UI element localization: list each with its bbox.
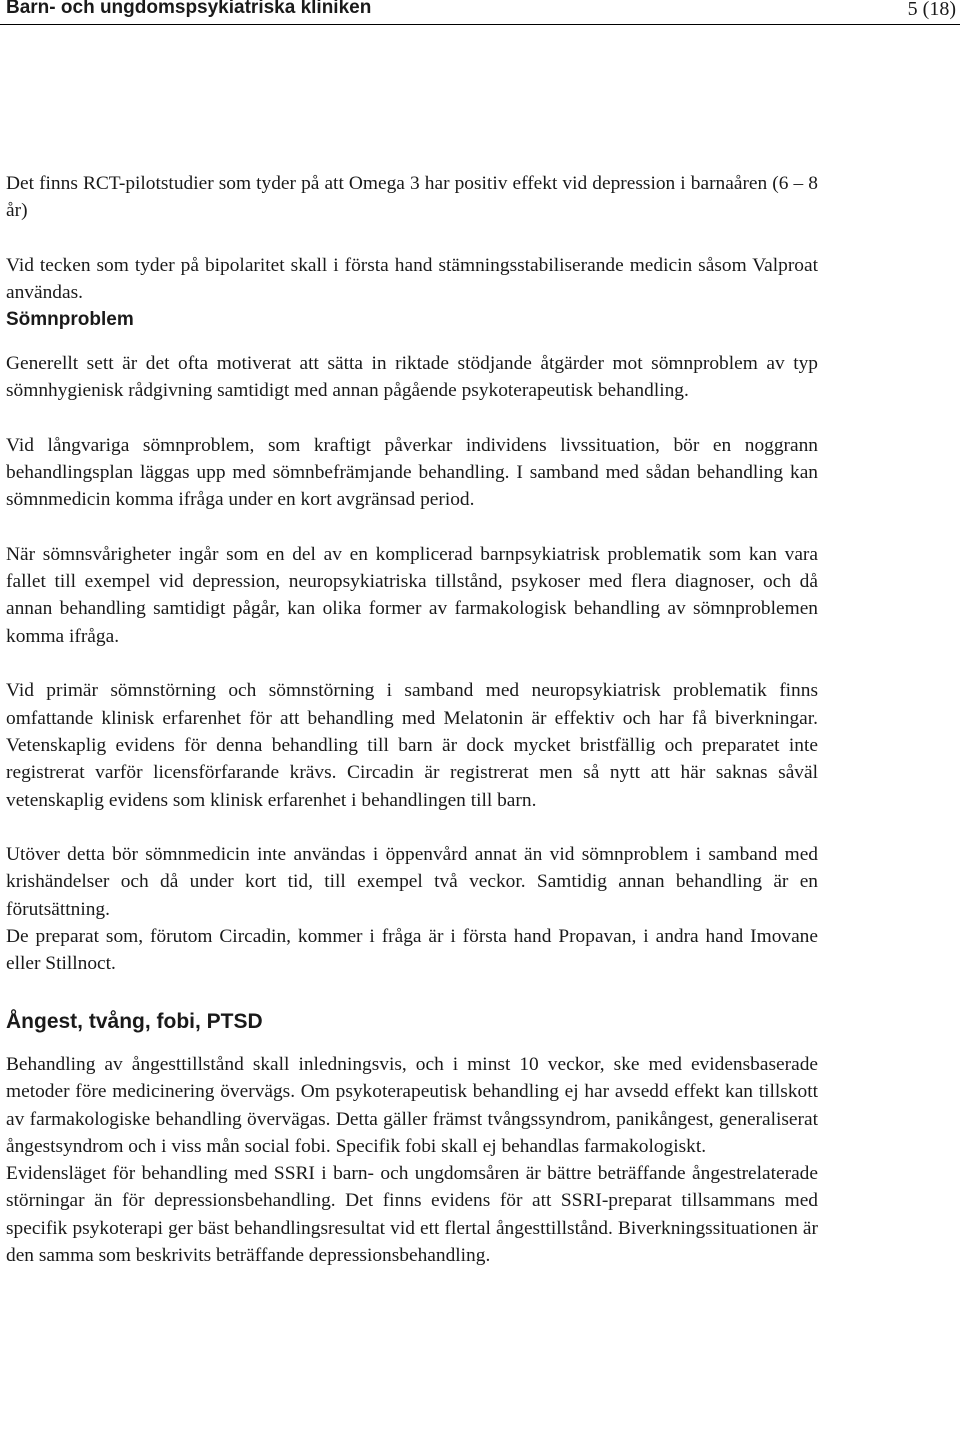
paragraph-somn-oppenvard: Utöver detta bör sömnmedicin inte användas i öppenvård annat än vid sömnproblem i samband med krishändelser och då under kort tid, till exempel två veckor. Samtidig annan behandling är en förutsättning. <box>6 844 818 920</box>
paragraph-angest-behandling: Behandling av ångesttillstånd skall inledningsvis, och i minst 10 veckor, ske med evidensbaserade metoder före medicinering övervägs. Om psykoterapeutisk behandling ej har avsedd effekt kan tillskott av farmakologiske behandling övervägas. Detta gäller främst tvångssyndrom, panikångest, generaliserat ångestsyndrom och i viss mån social fobi. Specifik fobi skall ej behandlas farmakologiskt. <box>6 1053 818 1157</box>
paragraph-somn-preparat: De preparat som, förutom Circadin, kommer i fråga är i första hand Propavan, i andra hand Imovane eller Stillnoct. <box>6 926 818 975</box>
paragraph-somn-melatonin: Vid primär sömnstörning och sömnstörning i samband med neuropsykiatrisk problematik finns omfattande klinisk erfarenhet för att behandling med Melatonin är effektiv och har få biverkningar. Vetenskaplig evidens för denna behandling till barn är dock mycket bristfällig och preparatet inte registrerat varför licensförfarande krävs. Circadin är registrerat men så nytt att här saknas såväl vetenskaplig evidens som klinisk erfarenhet i behandlingen till barn. <box>6 680 818 811</box>
document-body <box>6 170 818 1269</box>
page-number: 5 (18) <box>907 0 956 20</box>
paragraph-somn-generellt: Generellt sett är det ofta motiverat att sätta in riktade stödjande åtgärder mot sömnproblem av typ sömnhygienisk rådgivning samtidigt med annan pågående psykoterapeutisk behandling. <box>6 352 818 402</box>
heading-somnproblem: Sömnproblem <box>6 309 134 331</box>
paragraph-bipolaritet: Vid tecken som tyder på bipolaritet skall i första hand stämningsstabiliserande medicin såsom Valproat användas. <box>6 254 818 304</box>
paragraph-omega3: Det finns RCT-pilotstudier som tyder på att Omega 3 har positiv effekt vid depression i barnaåren (6 – 8 år) <box>6 173 818 222</box>
paragraph-somn-komplicerad: När sömnsvårigheter ingår som en del av en komplicerad barnpsykiatrisk problematik som kan vara fallet till exempel vid depression, neuropsykiatriska tillstånd, psykoser med flera diagnoser, och då annan behandling samtidigt pågår, kan olika former av farmakologisk behandling av sömnproblemen komma ifråga. <box>6 543 818 647</box>
header-title: Barn- och ungdomspsykiatriska kliniken <box>6 0 372 18</box>
heading-angest: Ångest, tvång, fobi, PTSD <box>6 1009 263 1033</box>
paragraph-somn-langvariga: Vid långvariga sömnproblem, som kraftigt påverkar individens livssituation, bör en noggrann behandlingsplan läggas upp med sömnbefrämjande behandling. I samband med sådan behandling kan sömnmedicin komma ifråga under en kort avgränsad period. <box>6 434 818 511</box>
page-header <box>0 0 960 25</box>
paragraph-angest-ssri: Evidensläget för behandling med SSRI i barn- och ungdomsåren är bättre beträffande ångestrelaterade störningar än för depressionsbehandling. Det finns evidens för att SSRI-preparat tillsammans med specifik psykoterapi ger bäst behandlingsresultat vid ett flertal ångesttillstånd. Biverkningssituationen är den samma som beskrivits beträffande depressionsbehandling. <box>6 1163 818 1266</box>
